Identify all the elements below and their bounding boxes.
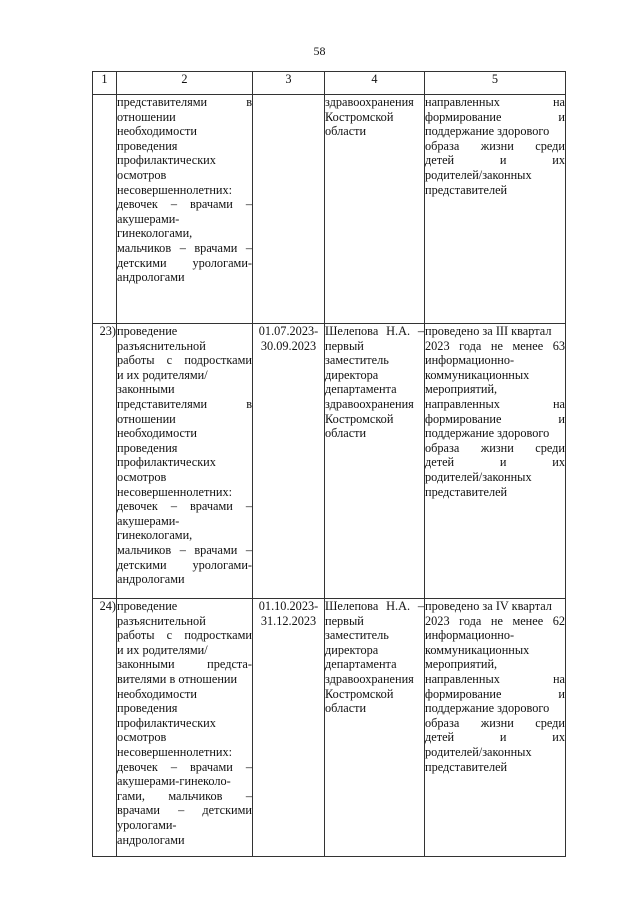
text-line: проведено за III квартал [425, 324, 552, 338]
text-line: директора [325, 642, 379, 657]
text-line [425, 441, 565, 456]
text-word: формирование [425, 411, 502, 426]
text-line: Костромской [325, 686, 394, 701]
responsible-cell [325, 324, 425, 599]
text-word: – [245, 499, 252, 514]
text-word: среди [535, 440, 565, 455]
text-line: области [325, 426, 367, 441]
text-word: на [552, 671, 565, 686]
dates-cell [253, 95, 325, 324]
text-line [425, 153, 565, 168]
text-word: и [499, 455, 507, 470]
text-line [117, 657, 252, 672]
text-line: коммуникационных [425, 367, 530, 382]
text-word: детей [425, 153, 455, 168]
text-word: – [170, 759, 177, 774]
text-word: мальчиков [168, 788, 223, 803]
text-line: и их родителями/ [117, 367, 208, 382]
text-line: урологами- [117, 817, 177, 832]
text-line: здравоохранения [325, 671, 414, 686]
text-line: разъяснительной [117, 338, 206, 353]
text-line: поддержание здорового [425, 124, 550, 139]
text-word: детей [425, 730, 455, 745]
text-line: проведено за IV квартал [425, 599, 552, 613]
text-word: детей [425, 455, 455, 470]
page-number: 58 [313, 44, 326, 58]
text-word: направленных [425, 95, 500, 109]
text-word: жизни [480, 715, 514, 730]
text-word: и [558, 109, 565, 124]
text-word: среди [535, 138, 565, 153]
text-word: гами, [117, 788, 145, 803]
text-line: директора [325, 367, 379, 382]
text-word: – [245, 542, 252, 557]
text-line: несовершеннолетних: [117, 484, 233, 499]
table-header-row [93, 72, 566, 95]
text-line: осмотров [117, 469, 167, 484]
text-word: образа [425, 440, 460, 455]
text-word: – [245, 240, 252, 255]
text-word: их [552, 455, 565, 470]
text-word: – [179, 542, 186, 557]
text-line: представителей [425, 182, 508, 197]
text-line [325, 324, 424, 339]
text-word: и [499, 730, 507, 745]
text-line: родителей/законных [425, 744, 532, 759]
text-word: менее [512, 613, 544, 628]
text-line: профилактических [117, 153, 216, 168]
text-line: информационно- [425, 628, 515, 643]
text-word: не [490, 613, 503, 628]
text-line: поддержание здорового [425, 426, 550, 441]
text-line [425, 397, 565, 412]
text-line [425, 672, 565, 687]
text-word: образа [425, 715, 460, 730]
text-word: направленных [425, 396, 500, 411]
text-line: проведения [117, 701, 178, 716]
text-line: заместитель [325, 628, 389, 643]
text-word: работы [117, 628, 155, 643]
text-line: коммуникационных [425, 642, 530, 657]
text-line: здравоохранения [325, 396, 414, 411]
text-line: акушерами- [117, 211, 180, 226]
text-word: образа [425, 138, 460, 153]
text-line [425, 95, 565, 110]
text-word: Н.А. [386, 599, 411, 613]
text-word: урологами- [192, 255, 252, 270]
text-word: – [245, 759, 252, 774]
text-line: представителей [425, 484, 508, 499]
text-line: здравоохранения [325, 95, 414, 109]
text-line [117, 803, 252, 818]
text-line: первый [325, 613, 364, 628]
column-number-4: 4 [325, 72, 425, 95]
measure-cell [117, 324, 253, 599]
text-line [325, 599, 424, 614]
text-line: акушерами-гинеколо- [117, 774, 231, 789]
text-line [425, 730, 565, 745]
text-line: акушерами- [117, 513, 180, 528]
text-line: мероприятий, [425, 382, 498, 397]
text-line [425, 339, 565, 354]
text-word: – [179, 240, 186, 255]
text-line: Костромской [325, 109, 394, 124]
text-line [117, 397, 252, 412]
text-line: департамента [325, 382, 397, 397]
text-line: родителей/законных [425, 469, 532, 484]
text-word: и [499, 153, 507, 168]
text-word: врачами [194, 240, 238, 255]
text-word: врачами [117, 803, 160, 818]
result-cell [425, 599, 566, 857]
text-word: менее [512, 338, 544, 353]
text-word: девочек [117, 759, 158, 774]
text-line [117, 760, 252, 775]
text-line: отношении [117, 109, 176, 124]
text-line: поддержание здорового [425, 701, 550, 716]
text-line [117, 95, 252, 110]
text-word: формирование [425, 109, 502, 124]
responsible-cell [325, 95, 425, 324]
result-cell [425, 95, 566, 324]
text-word: года [459, 613, 482, 628]
text-line: проведение [117, 599, 178, 613]
text-line [117, 499, 252, 514]
text-line: необходимости [117, 124, 197, 139]
text-line [425, 687, 565, 702]
table-row [93, 324, 566, 599]
text-line: представителей [425, 759, 508, 774]
result-cell [425, 324, 566, 599]
text-word: мальчиков [117, 542, 172, 557]
text-line: гинекологами, [117, 528, 193, 543]
text-word: – [417, 599, 424, 613]
text-word: на [552, 396, 565, 411]
text-word: на [552, 95, 565, 109]
text-line: андрологами [117, 832, 185, 847]
text-word: – [245, 197, 252, 212]
text-word: 63 [552, 338, 565, 353]
text-word: с [166, 353, 173, 368]
text-word: врачами [189, 197, 233, 212]
text-word: и [558, 686, 565, 701]
text-word: формирование [425, 686, 502, 701]
text-line: осмотров [117, 730, 167, 745]
text-word: 2023 [425, 613, 450, 628]
text-line: мероприятий, [425, 657, 498, 672]
text-line: разъяснительной [117, 613, 206, 628]
text-word: работы [117, 353, 155, 368]
text-line [117, 543, 252, 558]
text-line [117, 353, 252, 368]
text-line: и их родителями/ [117, 642, 208, 657]
text-line: 01.10.2023- [258, 599, 319, 613]
row-number: 23) [93, 324, 117, 599]
text-word: – [178, 803, 185, 818]
column-number-3: 3 [253, 72, 325, 95]
text-line: андрологами [117, 572, 185, 587]
text-word: детскими [117, 255, 167, 270]
text-word: подростками [184, 353, 252, 368]
text-word: девочек [117, 499, 158, 514]
text-line: несовершеннолетних: [117, 182, 233, 197]
text-line [117, 558, 252, 573]
text-line: профилактических [117, 715, 216, 730]
text-word: жизни [480, 138, 514, 153]
text-line: 31.12.2023 [260, 613, 317, 628]
text-word: предста- [207, 657, 252, 672]
dates-cell [253, 599, 325, 857]
text-word: – [170, 499, 177, 514]
text-word: законными [117, 657, 175, 672]
responsible-cell [325, 599, 425, 857]
column-number-5: 5 [425, 72, 566, 95]
text-line [425, 412, 565, 427]
text-word: не [490, 338, 503, 353]
text-word: 62 [552, 613, 565, 628]
text-line [117, 628, 252, 643]
text-word: жизни [480, 440, 514, 455]
text-word: врачами [194, 542, 238, 557]
column-number-2: 2 [117, 72, 253, 95]
text-line [425, 139, 565, 154]
text-line: вителями в отношении [117, 671, 238, 686]
row-number: 24) [93, 599, 117, 857]
text-word: и [558, 411, 565, 426]
text-line: андрологами [117, 270, 185, 285]
text-line: 30.09.2023 [260, 338, 317, 353]
text-word: Шелепова [325, 324, 379, 338]
text-word: среди [535, 715, 565, 730]
text-line [425, 716, 565, 731]
text-word: – [417, 324, 424, 338]
text-word: их [552, 153, 565, 168]
text-line: проведения [117, 138, 178, 153]
text-line: необходимости [117, 426, 197, 441]
text-word: мальчиков [117, 240, 172, 255]
text-word: представителями [117, 95, 208, 109]
text-line: проведения [117, 440, 178, 455]
text-line [117, 197, 252, 212]
text-word: с [166, 628, 173, 643]
text-line: 01.07.2023- [258, 324, 319, 338]
text-line [425, 614, 565, 629]
text-word: в [246, 396, 252, 411]
text-word: врачами [189, 759, 233, 774]
text-line [117, 241, 252, 256]
text-line: гинекологами, [117, 226, 193, 241]
text-line: департамента [325, 657, 397, 672]
text-word: направленных [425, 671, 500, 686]
text-word: девочек [117, 197, 158, 212]
row-number [93, 95, 117, 324]
text-line: осмотров [117, 167, 167, 182]
plan-table [92, 71, 566, 857]
text-word: Шелепова [325, 599, 379, 613]
text-line: необходимости [117, 686, 197, 701]
text-word: – [245, 788, 252, 803]
text-word: Н.А. [386, 324, 411, 338]
measure-cell [117, 95, 253, 324]
text-word: – [170, 197, 177, 212]
text-line [117, 256, 252, 271]
text-word: урологами- [192, 557, 252, 572]
text-word: представителями [117, 396, 208, 411]
text-word: в [246, 95, 252, 109]
text-word: подростками [184, 628, 252, 643]
text-line [425, 110, 565, 125]
text-line: законными [117, 382, 175, 397]
text-line: области [325, 124, 367, 139]
column-number-1: 1 [93, 72, 117, 95]
text-line: проведение [117, 324, 178, 338]
dates-cell [253, 324, 325, 599]
text-word: детскими [117, 557, 167, 572]
text-line [425, 455, 565, 470]
text-line: Костромской [325, 411, 394, 426]
table-row [93, 95, 566, 324]
text-line: профилактических [117, 455, 216, 470]
text-word: их [552, 730, 565, 745]
text-word: 2023 [425, 338, 450, 353]
text-line [117, 789, 252, 804]
text-line: несовершеннолетних: [117, 744, 233, 759]
text-word: врачами [189, 499, 233, 514]
text-line: первый [325, 338, 364, 353]
table-row [93, 599, 566, 857]
measure-cell [117, 599, 253, 857]
text-line: области [325, 701, 367, 716]
text-line: заместитель [325, 353, 389, 368]
text-line: отношении [117, 411, 176, 426]
text-line: информационно- [425, 353, 515, 368]
text-word: детскими [202, 803, 252, 818]
text-word: года [459, 338, 482, 353]
text-line: родителей/законных [425, 167, 532, 182]
